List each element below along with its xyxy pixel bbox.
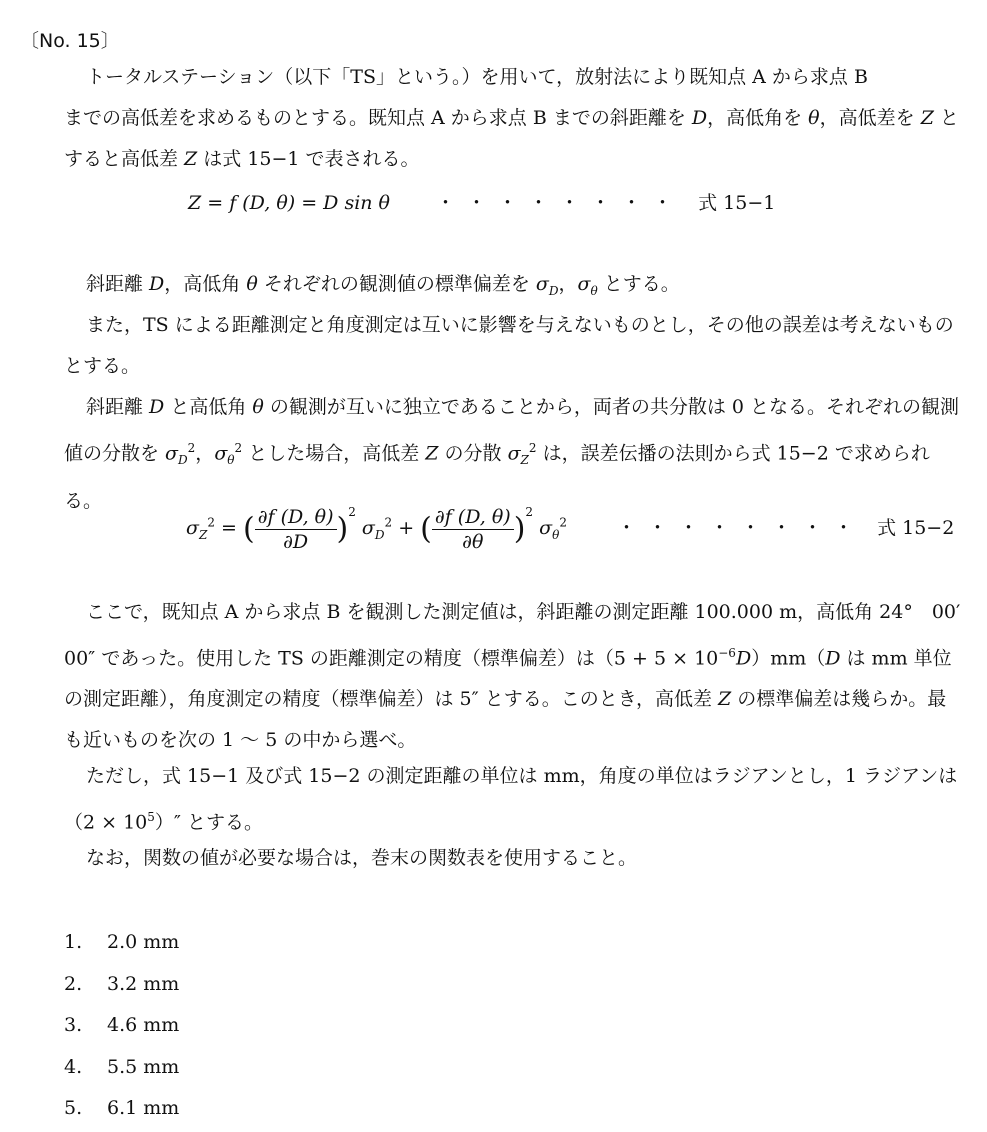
choice-5[interactable]: 5. 6.1 mm bbox=[64, 1097, 180, 1119]
choice-3[interactable]: 3. 4.6 mm bbox=[64, 1014, 180, 1036]
measurement-paragraph: ここで，既知点 A から求点 B を観測した測定値は，斜距離の測定距離 100.000 m，高低角 24° 00′ 00″ であった。使用した TS の距離測定の精度（標準偏差）は$(5 + 5 \times 10^{-6}D)mm(D$ は mm 単位の測定距離），角度測定の精度（標準偏差）は 5″ とする。このとき，高低差 Z の標準偏差は幾らか。最も近いものを次の 1 〜 5 の中から選べ。 bbox=[64, 601, 980, 752]
independence-paragraph: また，TS による距離測定と角度測定は互いに影響を与えないものとし，その他の誤差は考えないものとする。 bbox=[64, 314, 954, 377]
choice-4[interactable]: 4. 5.5 mm bbox=[64, 1055, 180, 1078]
units-paragraph: ただし，式 15−1 及び式 15−2 の測定距離の単位は mm，角度の単位はラジアンとし，1 ラジアンは$(2 \times 10^5)''$ とする。 bbox=[64, 765, 958, 834]
function-table-note: なお，関数の値が必要な場合は，巻末の関数表を使用すること。 bbox=[86, 847, 638, 869]
std-dev-paragraph: 斜距離 D，高低角 θ それぞれの観測値の標準偏差を $\sigma_D$，$\sigma_\theta$ とする。 bbox=[86, 273, 680, 298]
choice-2[interactable]: 2. 3.2 mm bbox=[64, 972, 180, 995]
intro-paragraph: トータルステーション（以下「TS」という。）を用いて，放射法により既知点 A から求点 B までの高低差を求めるものとする。既知点 A から求点 B までの斜距離を D，高低角を θ，高低差を Z とすると高低差 Z は式 15−1 で表される。 bbox=[64, 66, 959, 170]
variance-paragraph: 斜距離 D と高低角 θ の観測が互いに独立であることから，両者の共分散は 0 となる。それぞれの観測値の分散を $\sigma_D^2$，$\sigma_\theta^2$ とした場合，高低差 Z の分散 $\sigma_Z^2$ は，誤差伝播の法則から式 15−2 で求められる。 bbox=[64, 396, 960, 513]
question-number: 〔No. 15〕 bbox=[20, 30, 120, 52]
equation-15-2: $\sigma_Z^2$ = ( $\frac{\partial f (D, \theta)}{\partial D}$ )$^2$ $\sigma_D^2$ + ( $\frac{\partial f (D, \theta)}{\partial\theta}$ )$^2$ $\sigma_\theta^2$ ・・・・・・・・ 式 15−2 bbox=[186, 505, 955, 553]
equation-15-1: Z = f (D, θ) = D sin θ ・・・・・・・・ 式 15−1 bbox=[188, 192, 776, 214]
choice-1[interactable]: 1. 2.0 mm bbox=[64, 931, 180, 953]
answer-choices bbox=[64, 924, 179, 1132]
